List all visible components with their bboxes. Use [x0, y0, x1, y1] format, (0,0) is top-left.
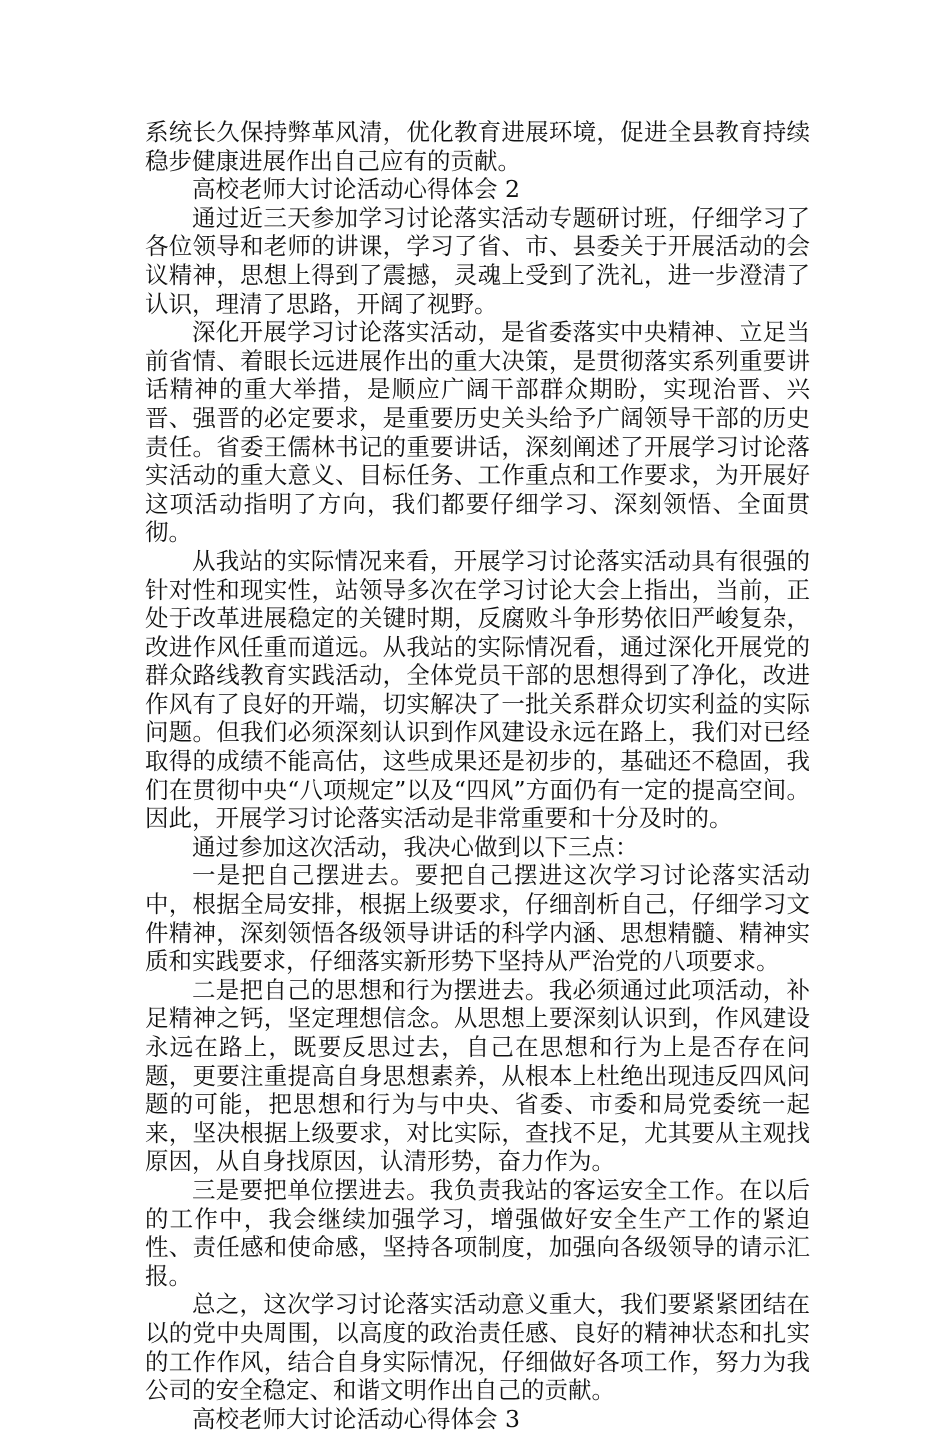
paragraph: 通过参加这次活动，我决心做到以下三点： — [192, 832, 639, 861]
paragraph: 从我站的实际情况来看，开展学习讨论落实活动具有很强的针对性和现实性，站领导多次在学习讨论大会上指出，当前，正处于改革进展稳定的关键时期，反腐败斗争形势依旧严峻复杂，改进作风任重而道远。从我站的实际情况看，通过深化开展党的群众路线教育实践活动，全体党员干部的思想得到了净化，改进作风有了良好的开端，切实解决了一批关系群众切实利益的实际问题。但我们必须深刻认识到作风建设永远在路上，我们对已经取得的成绩不能高估，这些成果还是初步的，基础还不稳固，我们在贯彻中央“八项规定”以及“四风”方面仍有一定的提高空间。因此，开展学习讨论落实活动是非常重要和十分及时的。 — [145, 546, 810, 833]
section-heading-3: 高校老师大讨论活动心得体会 3 — [192, 1404, 520, 1433]
paragraph: 通过近三天参加学习讨论落实活动专题研讨班，仔细学习了各位领导和老师的讲课，学习了省、市、县委关于开展活动的会议精神，思想上得到了震撼，灵魂上受到了洗礼，进一步澄清了认识，理清了思路，开阔了视野。 — [145, 203, 810, 318]
document-body — [145, 118, 810, 1433]
paragraph-point-3: 三是要把单位摆进去。我负责我站的客运安全工作。在以后的工作中，我会继续加强学习，增强做好安全生产工作的紧迫性、责任感和使命感，坚持各项制度，加强向各级领导的请示汇报。 — [145, 1175, 810, 1290]
paragraph-point-1: 一是把自己摆进去。要把自己摆进这次学习讨论落实活动中，根据全局安排，根据上级要求，仔细剖析自己，仔细学习文件精神，深刻领悟各级领导讲话的科学内涵、思想精髓、精神实质和实践要求，仔细落实新形势下坚持从严治党的八项要求。 — [145, 861, 810, 976]
paragraph-continuation: 系统长久保持弊革风清，优化教育进展环境，促进全县教育持续稳步健康进展作出自己应有的贡献。 — [145, 118, 810, 175]
section-heading-2: 高校老师大讨论活动心得体会 2 — [192, 175, 520, 204]
paragraph: 深化开展学习讨论落实活动，是省委落实中央精神、立足当前省情、着眼长远进展作出的重大决策，是贯彻落实系列重要讲话精神的重大举措，是顺应广阔干部群众期盼，实现治晋、兴晋、强晋的必定要求，是重要历史关头给予广阔领导干部的历史责任。省委王儒林书记的重要讲话，深刻阐述了开展学习讨论落实活动的重大意义、目标任务、工作重点和工作要求，为开展好这项活动指明了方向，我们都要仔细学习、深刻领悟、全面贯彻。 — [145, 318, 810, 547]
paragraph-point-2: 二是把自己的思想和行为摆进去。我必须通过此项活动，补足精神之钙，坚定理想信念。从思想上要深刻认识到，作风建设永远在路上，既要反思过去，自己在思想和行为上是否存在问题，更要注重提高自身思想素养，从根本上杜绝出现违反四风问题的可能，把思想和行为与中央、省委、市委和局党委统一起来，坚决根据上级要求，对比实际，查找不足，尤其要从主观找原因，从自身找原因，认清形势，奋力作为。 — [145, 975, 810, 1176]
paragraph-summary: 总之，这次学习讨论落实活动意义重大，我们要紧紧团结在以的党中央周围，以高度的政治责任感、良好的精神状态和扎实的工作作风，结合自身实际情况，仔细做好各项工作，努力为我公司的安全稳定、和谐文明作出自己的贡献。 — [145, 1290, 810, 1405]
